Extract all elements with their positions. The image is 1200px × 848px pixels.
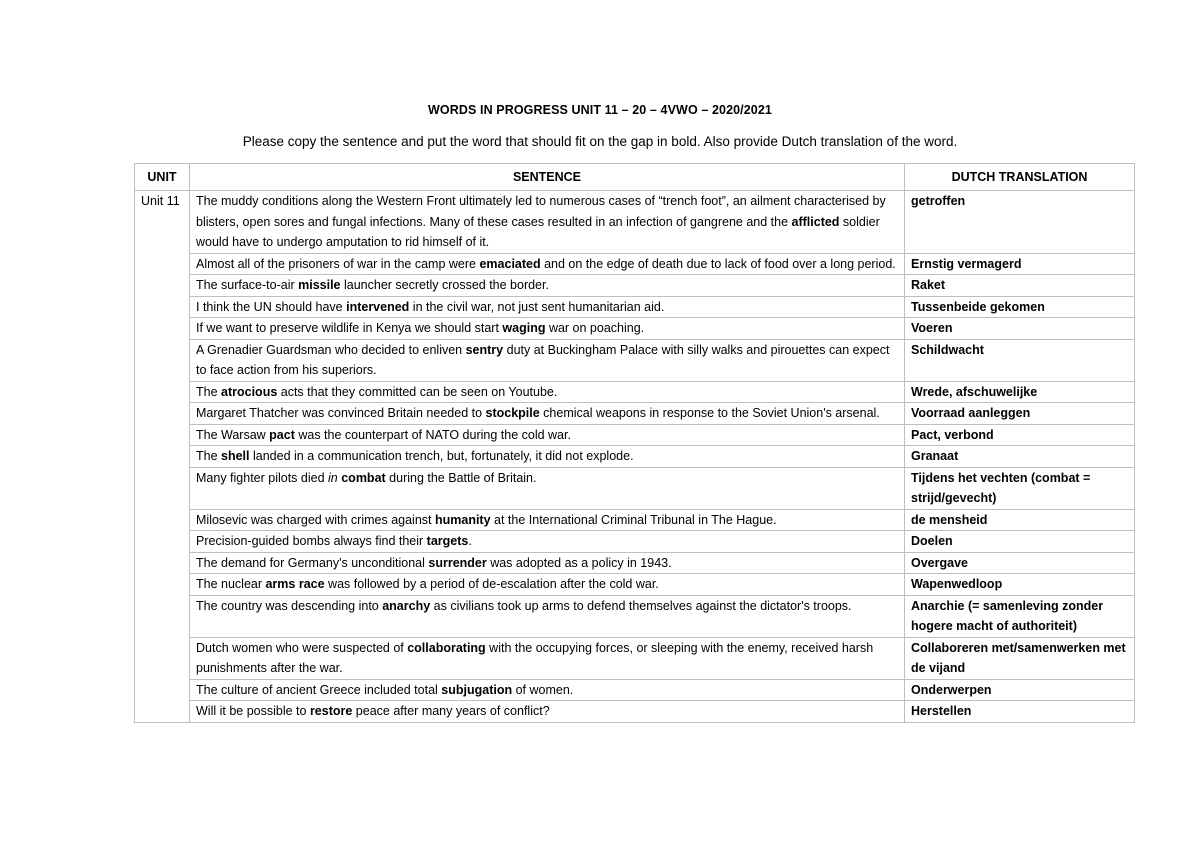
sentence-text: If we want to preserve wildlife in Kenya we should start xyxy=(196,321,503,335)
table-body xyxy=(135,191,1135,723)
sentence-text: peace after many years of conflict? xyxy=(352,704,550,718)
sentence-cell xyxy=(190,574,905,596)
translation-cell: Voeren xyxy=(905,318,1135,340)
sentence-cell xyxy=(190,275,905,297)
translation-cell: Raket xyxy=(905,275,1135,297)
sentence-cell xyxy=(190,296,905,318)
target-word: arms race xyxy=(265,577,325,591)
sentence-cell xyxy=(190,701,905,723)
translation-cell: Tussenbeide gekomen xyxy=(905,296,1135,318)
table-row xyxy=(135,446,1135,468)
sentence-text: The xyxy=(196,384,222,399)
sentence-cell xyxy=(190,637,905,679)
sentence-text: landed in a communication trench, but, fortunately, it did not explode. xyxy=(249,449,634,463)
translation-cell: Doelen xyxy=(905,531,1135,553)
target-word: targets xyxy=(426,534,469,548)
sentence-text: soldier would have to undergo amputation to rid himself of it. xyxy=(196,214,880,249)
translation-cell: Granaat xyxy=(905,446,1135,468)
sentence-cell xyxy=(190,552,905,574)
target-word: shell xyxy=(221,449,250,463)
translation-cell: Anarchie (= samenleving zonder hogere macht of authoriteit) xyxy=(905,595,1135,637)
table-row xyxy=(135,679,1135,701)
sentence-text: Many fighter pilots died xyxy=(196,470,329,485)
sentence-text: of women. xyxy=(512,682,574,697)
table-row xyxy=(135,509,1135,531)
sentence-text: The surface-to-air xyxy=(196,278,299,292)
document-title: WORDS IN PROGRESS UNIT 11 – 20 – 4VWO – 2020/2021 xyxy=(428,103,772,117)
sentence-text: with the occupying forces, or sleeping with the enemy, received harsh punishments after the war. xyxy=(196,640,874,675)
table-row xyxy=(135,467,1135,509)
translation-cell: Overgave xyxy=(905,552,1135,574)
table-row xyxy=(135,275,1135,297)
sentence-cell xyxy=(190,509,905,531)
sentence-text: The Warsaw xyxy=(196,427,270,442)
sentence-cell xyxy=(190,318,905,340)
target-word: sentry xyxy=(465,342,504,357)
sentence-text: acts that they committed can be seen on Youtube. xyxy=(277,384,558,399)
sentence-text: Dutch women who were suspected of xyxy=(196,640,408,655)
translation-cell: Onderwerpen xyxy=(905,679,1135,701)
sentence-cell xyxy=(190,339,905,381)
sentence-text: Milosevic was charged with crimes against xyxy=(196,512,435,527)
translation-cell: Ernstig vermagerd xyxy=(905,253,1135,275)
unit-cell: Unit 11 xyxy=(135,191,190,723)
sentence-text: as civilians took up arms to defend themselves against the dictator's troops. xyxy=(430,598,852,613)
sentence-cell xyxy=(190,381,905,403)
table-row xyxy=(135,381,1135,403)
table-header-row xyxy=(135,164,1135,191)
sentence-text: The country was descending into xyxy=(196,598,383,613)
sentence-text: The nuclear xyxy=(196,577,266,591)
target-word: collaborating xyxy=(407,640,486,655)
sentence-text: Margaret Thatcher was convinced Britain needed to xyxy=(196,406,486,420)
translation-cell: Wrede, afschuwelijke xyxy=(905,381,1135,403)
table-row xyxy=(135,191,1135,254)
translation-cell: Herstellen xyxy=(905,701,1135,723)
table-row xyxy=(135,595,1135,637)
target-word: afflicted xyxy=(791,214,840,229)
translation-cell: Pact, verbond xyxy=(905,424,1135,446)
sentence-text: and on the edge of death due to lack of food over a long period. xyxy=(540,256,896,271)
table-row xyxy=(135,424,1135,446)
header-sentence: SENTENCE xyxy=(190,164,905,191)
translation-cell: Voorraad aanleggen xyxy=(905,403,1135,425)
target-word: atrocious xyxy=(221,384,278,399)
table-row xyxy=(135,339,1135,381)
table-row xyxy=(135,253,1135,275)
target-word: waging xyxy=(502,321,546,335)
header-unit: UNIT xyxy=(135,164,190,191)
sentence-text: duty at Buckingham Palace with silly walks and pirouettes can expect to face action from his superiors. xyxy=(196,342,890,377)
instructions: Please copy the sentence and put the word that should fit on the gap in bold. Also provide Dutch translation of the word. xyxy=(242,134,958,149)
translation-cell: getroffen xyxy=(905,191,1135,254)
table-row xyxy=(135,318,1135,340)
sentence-cell xyxy=(190,191,905,254)
table-row xyxy=(135,552,1135,574)
sentence-text: I think the UN should have xyxy=(196,299,347,314)
translation-cell: de mensheid xyxy=(905,509,1135,531)
target-word: anarchy xyxy=(382,598,431,613)
target-word: emaciated xyxy=(479,256,541,271)
translation-cell: Schildwacht xyxy=(905,339,1135,381)
sentence-text: Precision-guided bombs always find their xyxy=(196,534,427,548)
translation-cell: Tijdens het vechten (combat = strijd/gevecht) xyxy=(905,467,1135,509)
sentence-cell xyxy=(190,595,905,637)
sentence-cell xyxy=(190,253,905,275)
table-row xyxy=(135,403,1135,425)
sentence-text: during the Battle of Britain. xyxy=(385,470,537,485)
translation-cell: Wapenwedloop xyxy=(905,574,1135,596)
table-row xyxy=(135,574,1135,596)
sentence-text: war on poaching. xyxy=(545,321,645,335)
sentence-text: Almost all of the prisoners of war in the camp were xyxy=(196,256,480,271)
sentence-cell xyxy=(190,403,905,425)
sentence-cell xyxy=(190,679,905,701)
sentence-text: A Grenadier Guardsman who decided to enliven xyxy=(196,342,466,357)
sentence-text: chemical weapons in response to the Soviet Union's arsenal. xyxy=(539,406,880,420)
table-row xyxy=(135,637,1135,679)
sentence-text: at the International Criminal Tribunal in The Hague. xyxy=(490,512,777,527)
sentence-cell xyxy=(190,424,905,446)
target-word: humanity xyxy=(434,512,491,527)
sentence-text: was followed by a period of de-escalation after the cold war. xyxy=(324,577,659,591)
sentence-text: The demand for Germany's unconditional xyxy=(196,555,429,570)
table-row xyxy=(135,531,1135,553)
target-word: pact xyxy=(269,427,295,442)
sentence-text: launcher secretly crossed the border. xyxy=(340,278,549,292)
sentence-cell xyxy=(190,467,905,509)
sentence-text: was adopted as a policy in 1943. xyxy=(486,555,672,570)
table-row xyxy=(135,296,1135,318)
sentence-text: The culture of ancient Greece included total xyxy=(196,682,442,697)
sentence-cell xyxy=(190,446,905,468)
target-word: stockpile xyxy=(485,406,540,420)
sentence-text: Will it be possible to xyxy=(196,704,310,718)
sentence-text: . xyxy=(468,534,472,548)
target-word: surrender xyxy=(428,555,487,570)
sentence-text: in the civil war, not just sent humanitarian aid. xyxy=(409,299,665,314)
sentence-text: The xyxy=(196,449,222,463)
table-row xyxy=(135,701,1135,723)
target-word: intervened xyxy=(346,299,410,314)
target-word: restore xyxy=(309,704,353,718)
target-word: subjugation xyxy=(441,682,513,697)
target-word: missile xyxy=(298,278,341,292)
header-translation: DUTCH TRANSLATION xyxy=(905,164,1135,191)
italic-text: in xyxy=(328,470,338,485)
sentence-text: The muddy conditions along the Western Front ultimately led to numerous cases of “trench foot”, an ailment characterised by blisters, open sores and fungal infections. Many of these cases resulted in an infection of gangrene and the xyxy=(196,194,886,229)
translation-cell: Collaboreren met/samenwerken met de vijand xyxy=(905,637,1135,679)
sentence-text: was the counterpart of NATO during the cold war. xyxy=(294,427,571,442)
vocabulary-table xyxy=(134,163,1135,723)
sentence-cell xyxy=(190,531,905,553)
target-word: combat xyxy=(341,470,386,485)
